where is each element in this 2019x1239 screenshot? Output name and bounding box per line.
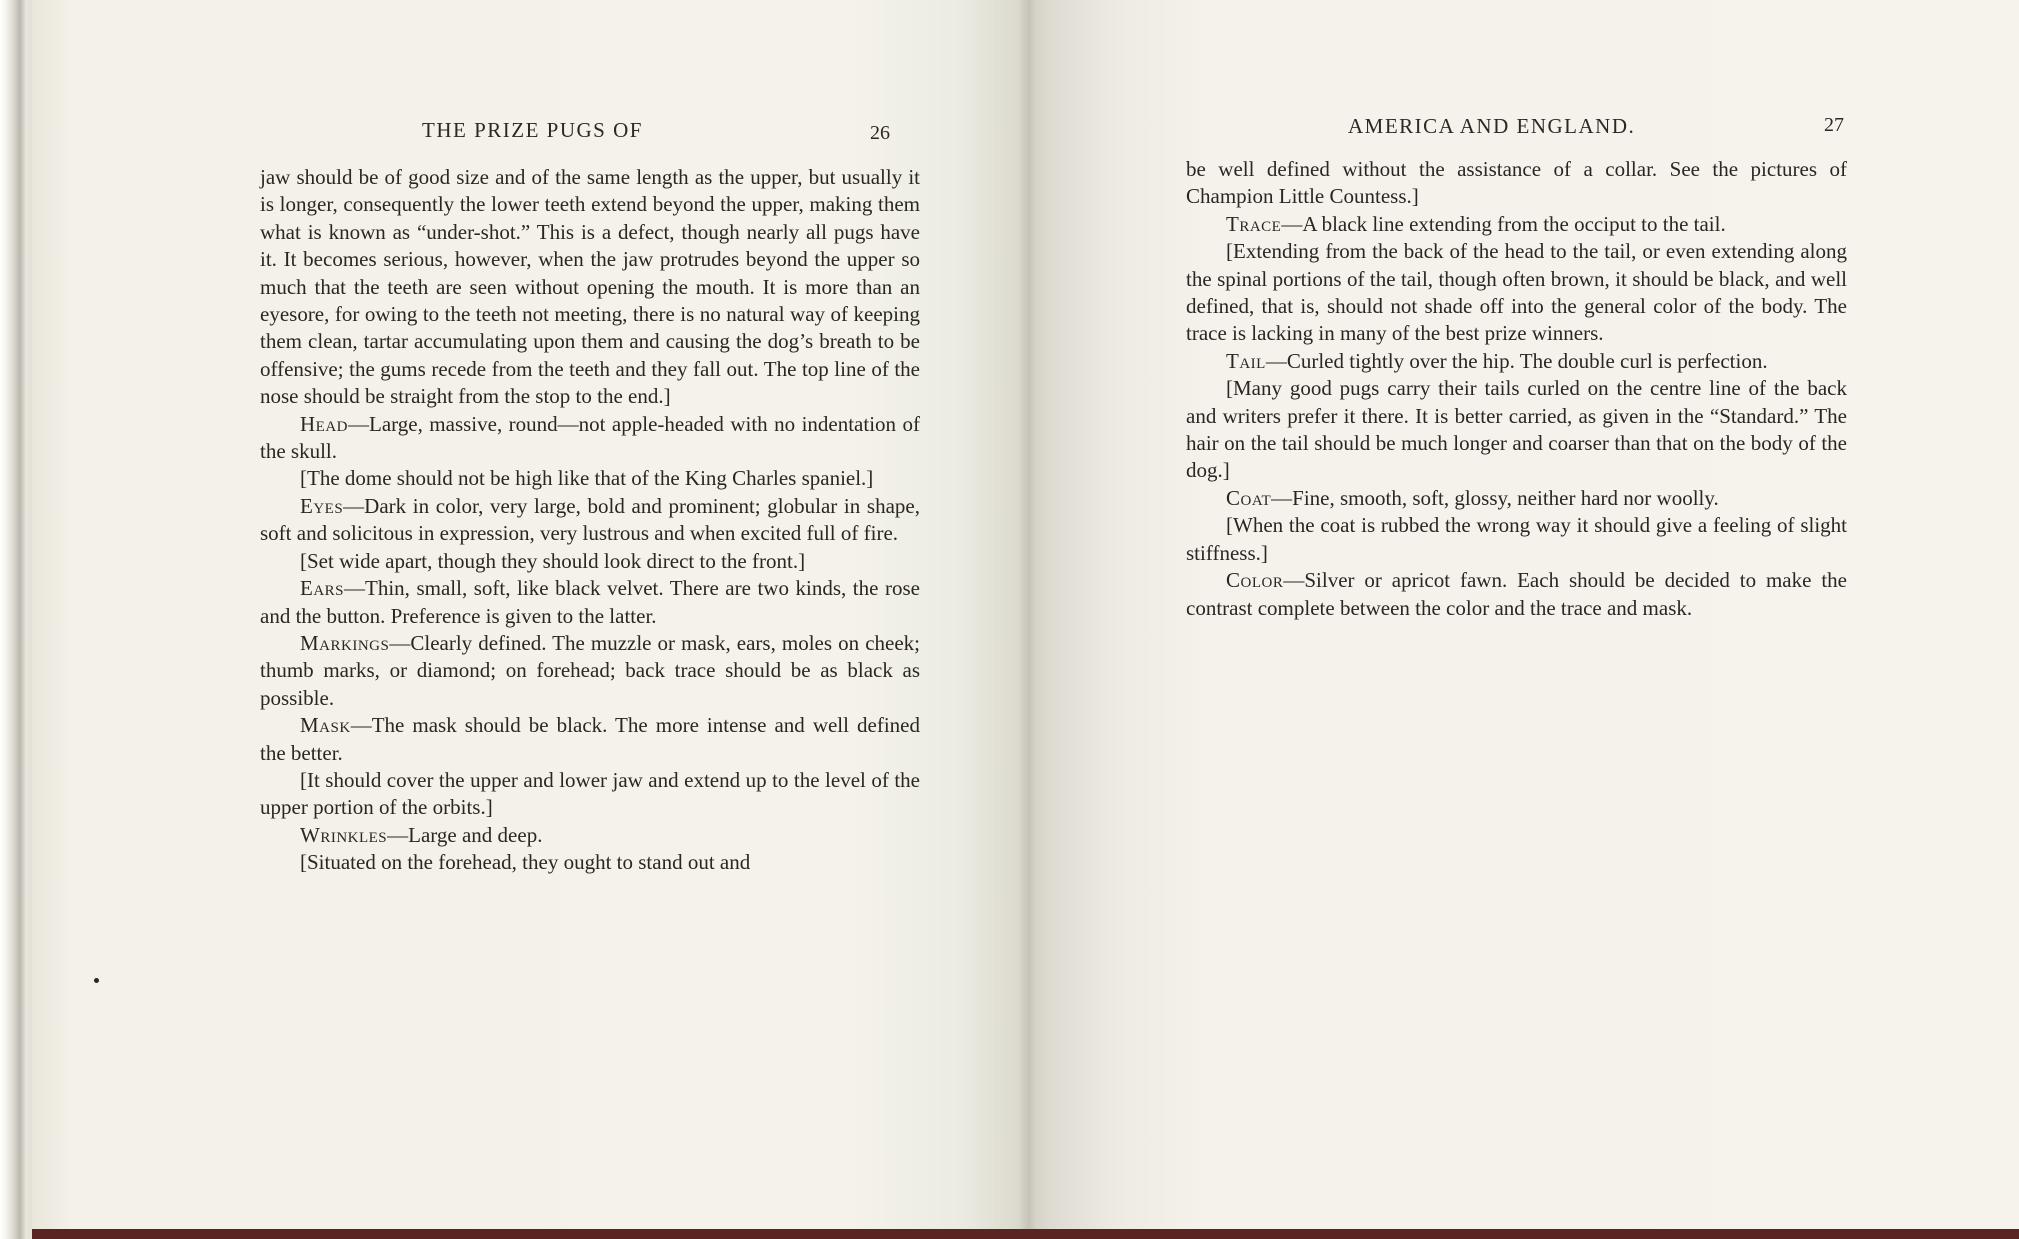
section-term: Tail — [1226, 348, 1266, 373]
paragraph-text: —Thin, small, soft, like black velvet. There are two kinds, the rose and the button. Preference is given to the latter. — [260, 576, 920, 628]
paragraph — [260, 849, 920, 876]
right-body-text — [1186, 156, 1847, 622]
paragraph-text: —Large, massive, round—not apple-headed with no indentation of the skull. — [260, 411, 920, 464]
paragraph — [260, 767, 920, 822]
left-page-number: 26 — [870, 122, 890, 144]
paragraph-text: be well defined without the assistance of a collar. See the pictures of Champion Little Countess.] — [1186, 157, 1847, 209]
paragraph — [1186, 348, 1847, 375]
paragraph-text: [Many good pugs carry their tails curled on the centre line of the back and writers prefer it there. It is better carried, as given in the “Standard.” The hair on the tail should be much longer and coarser than that on the body of the dog.] — [1186, 376, 1847, 483]
left-running-head: THE PRIZE PUGS OF — [422, 118, 643, 142]
paragraph-text: —Fine, smooth, soft, glossy, neither hard nor woolly. — [1271, 485, 1719, 510]
paragraph-text: —Dark in color, very large, bold and prominent; globular in shape, soft and solicitous in expression, very lustrous and when excited full of fire. — [260, 493, 920, 546]
paragraph — [260, 465, 920, 492]
paragraph-text: —Clearly defined. The muzzle or mask, ears, moles on cheek; thumb marks, or diamond; on forehead; back trace should be as black as possible. — [260, 630, 920, 710]
paragraph-text: [Set wide apart, though they should look direct to the front.] — [300, 548, 806, 573]
section-term: Mask — [300, 713, 351, 738]
section-term: Eyes — [300, 493, 344, 518]
paragraph-text: —A black line extending from the occiput to the tail. — [1281, 211, 1726, 236]
section-term: Coat — [1226, 485, 1272, 510]
paragraph — [260, 630, 920, 712]
print-speck — [94, 978, 99, 983]
book-gutter — [1020, 0, 1038, 1229]
left-body-text — [260, 164, 920, 877]
section-term: Markings — [300, 630, 390, 655]
paragraph — [260, 164, 920, 411]
paragraph-text: [Situated on the forehead, they ought to stand out and — [300, 850, 751, 875]
paragraph — [260, 822, 920, 849]
right-running-head: AMERICA AND ENGLAND. — [1348, 114, 1636, 138]
paragraph — [260, 493, 920, 548]
paragraph — [260, 712, 920, 767]
paragraph-text: [When the coat is rubbed the wrong way it should give a feeling of slight stiffness.] — [1186, 513, 1847, 565]
paragraph — [1186, 211, 1847, 238]
left-page — [32, 0, 1028, 1229]
paragraph-text: —Curled tightly over the hip. The double curl is perfection. — [1265, 348, 1768, 373]
paragraph — [260, 548, 920, 575]
paragraph-text: —The mask should be black. The more intense and well defined the better. — [260, 713, 920, 765]
paragraph — [1186, 238, 1847, 348]
paragraph — [1186, 567, 1847, 622]
section-term: Ears — [300, 576, 345, 601]
paragraph-text: [It should cover the upper and lower jaw and extend up to the level of the upper portion of the orbits.] — [260, 767, 920, 820]
section-term: Head — [300, 411, 348, 436]
paragraph-text: jaw should be of good size and of the same length as the upper, but usually it is longer, consequently the lower teeth extend beyond the upper, making them what is known as “under-shot.” This is a defect, though nearly all pugs have it. It becomes serious, however, when the jaw protrudes beyond the upper so much that the teeth are seen without opening the mouth. It is more than an eyesore, for owing to the teeth not meeting, there is no natural way of keeping them clean, tartar accumulating upon them and causing the dog’s breath to be offensive; the gums recede from the teeth and they fall out. The top line of the nose should be straight from the stop to the end.] — [260, 165, 920, 409]
paragraph-text: —Silver or apricot fawn. Each should be decided to make the contrast complete between the color and the trace and mask. — [1186, 568, 1847, 620]
section-term: Trace — [1226, 211, 1282, 236]
section-term: Wrinkles — [300, 822, 388, 847]
section-term: Color — [1226, 568, 1284, 593]
paragraph — [1186, 485, 1847, 512]
paragraph — [1186, 512, 1847, 567]
paragraph — [1186, 375, 1847, 485]
paragraph-text: [The dome should not be high like that of the King Charles spaniel.] — [300, 466, 874, 491]
book-fore-edge — [0, 0, 32, 1239]
paragraph — [260, 411, 920, 466]
paragraph-text: [Extending from the back of the head to the tail, or even extending along the spinal portions of the tail, though often brown, it should be black, and well defined, that is, should not shade off into the general color of the body. The trace is lacking in many of the best prize winners. — [1186, 239, 1847, 346]
paragraph — [1186, 156, 1847, 211]
paragraph-text: —Large and deep. — [387, 822, 543, 847]
right-page-number: 27 — [1824, 114, 1844, 136]
paragraph — [260, 575, 920, 630]
